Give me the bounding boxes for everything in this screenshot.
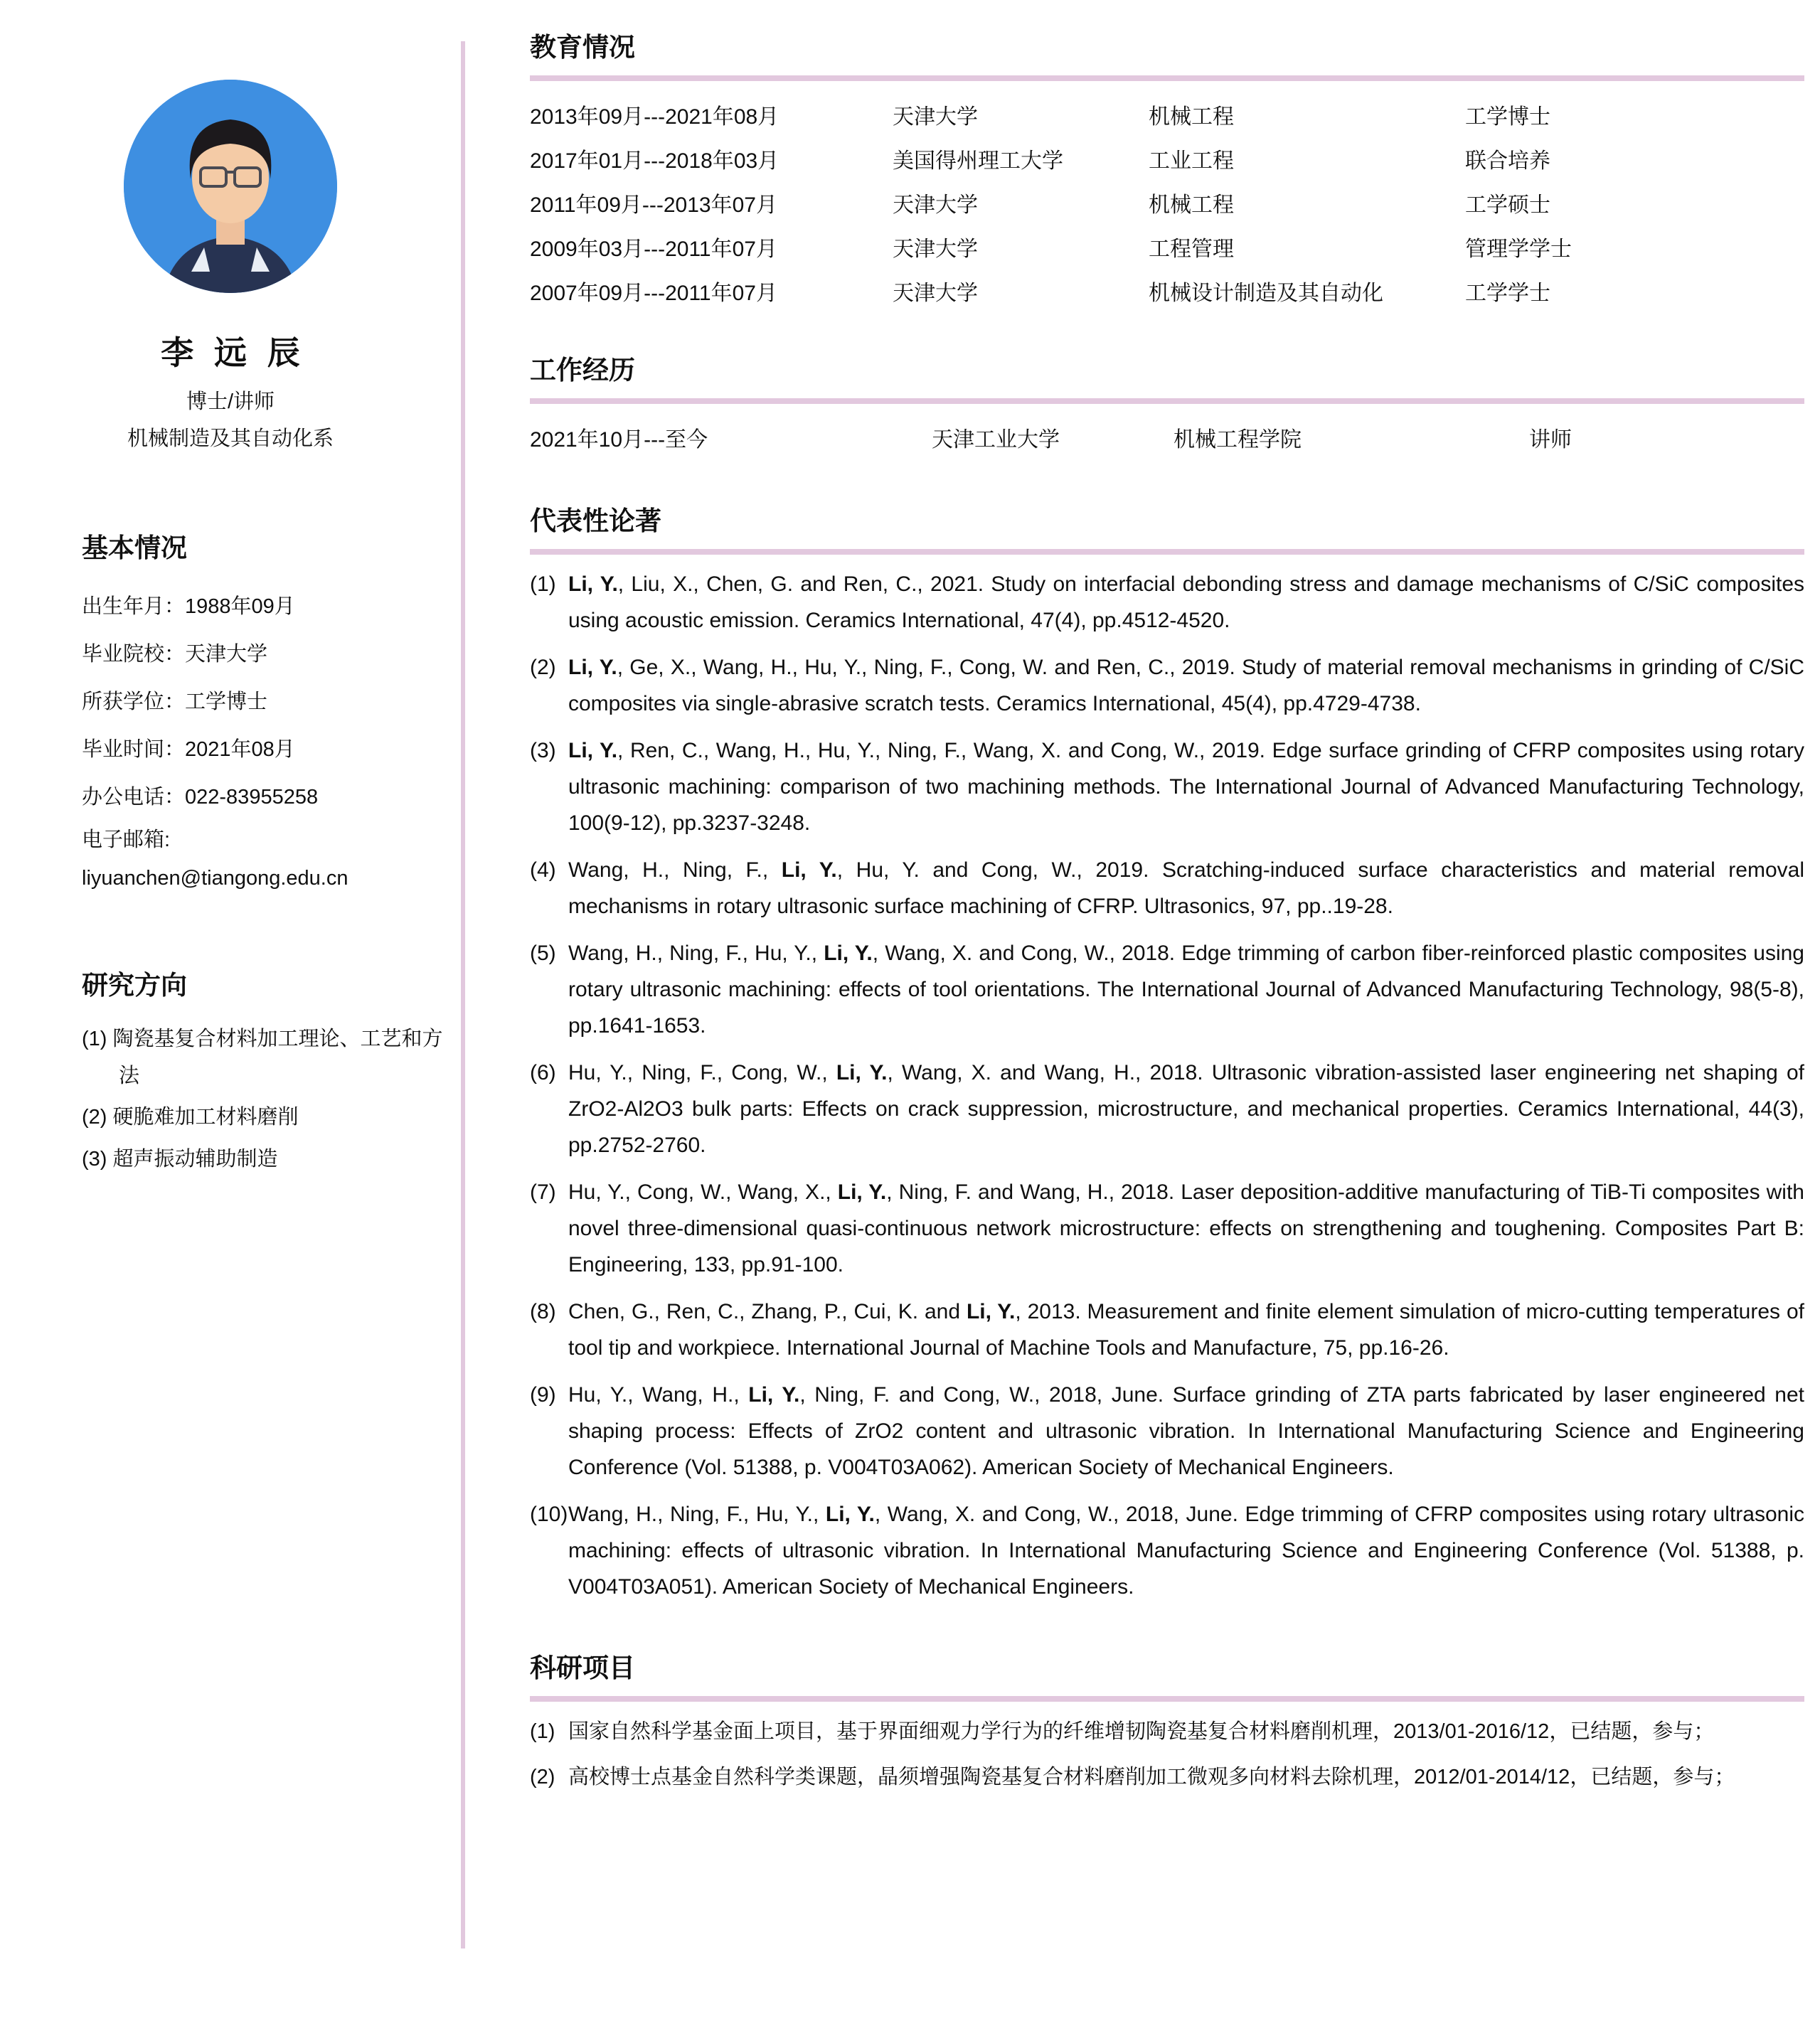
education-period: 2007年09月---2011年07月 xyxy=(530,282,777,305)
publication-number: (7) xyxy=(530,1180,556,1204)
projects-section xyxy=(530,1646,1804,1796)
project-item xyxy=(530,1713,1804,1752)
basic-info-heading: 基本情况 xyxy=(82,533,187,563)
education-degree: 工学学士 xyxy=(1465,282,1550,305)
work-row xyxy=(530,415,1804,459)
basic-info-label: 所获学位： xyxy=(82,691,186,714)
publication-number: (5) xyxy=(530,942,556,965)
publication-author-highlight: Li, Y. xyxy=(836,1061,888,1084)
basic-info-item xyxy=(82,774,461,821)
project-number: (1) xyxy=(530,1720,555,1743)
education-major: 工程管理 xyxy=(1149,238,1234,261)
publication-author-highlight: Li, Y. xyxy=(568,572,618,596)
education-major: 机械工程 xyxy=(1149,193,1234,217)
projects-list xyxy=(530,1713,1804,1796)
profile-department: 机械制造及其自动化系 xyxy=(127,427,334,451)
profile-title: 博士/讲师 xyxy=(186,390,275,413)
project-item xyxy=(530,1759,1804,1797)
education-major: 机械工程 xyxy=(1149,105,1234,129)
item-number: (3) xyxy=(82,1147,113,1171)
education-degree: 工学硕士 xyxy=(1465,193,1550,217)
publication-item: (2) Li, Y., Ge, X., Wang, H., Hu, Y., Ning, F., Cong, W. and Ren, C., 2019. Study of material removal mechanisms in grinding of C/SiC composites via single-abrasive scratch tests. Ceramics International, 45(4), pp.4729-4738. xyxy=(530,649,1804,722)
publication-item: (6) Hu, Y., Ning, F., Cong, W., Li, Y., Wang, X. and Wang, H., 2018. Ultrasonic vibration-assisted laser engineering net shaping of ZrO2-Al2O3 bulk parts: Effects on crack suppression, microstructure, and mechanical properties. Ceramics International, 44(3), pp.2752-2760. xyxy=(530,1055,1804,1163)
education-school: 天津大学 xyxy=(893,238,978,261)
work-heading: 工作经历 xyxy=(530,356,635,385)
publication-number: (8) xyxy=(530,1300,556,1323)
education-row xyxy=(530,181,1804,225)
publication-item: (5) Wang, H., Ning, F., Hu, Y., Li, Y., Wang, X. and Cong, W., 2018. Edge trimming of carbon fiber-reinforced plastic composites using rotary ultrasonic machining: effects of tool orientations. The International Journal of Advanced Manufacturing Technology, 98(5-8), pp.1641-1653. xyxy=(530,935,1804,1044)
publication-number: (9) xyxy=(530,1383,556,1407)
publication-author-highlight: Li, Y. xyxy=(568,739,618,762)
publication-author-highlight: Li, Y. xyxy=(966,1300,1016,1323)
basic-info-label: 办公电话： xyxy=(82,786,186,809)
publication-number: (6) xyxy=(530,1061,556,1084)
education-period: 2017年01月---2018年03月 xyxy=(530,149,779,173)
publication-author-highlight: Li, Y. xyxy=(825,1503,875,1526)
education-degree: 管理学学士 xyxy=(1465,238,1572,261)
publication-number: (4) xyxy=(530,858,556,882)
education-row xyxy=(530,92,1804,137)
basic-info-label: 毕业时间： xyxy=(82,738,186,762)
education-heading: 教育情况 xyxy=(530,33,635,62)
publication-item: (8) Chen, G., Ren, C., Zhang, P., Cui, K. and Li, Y., 2013. Measurement and finite element simulation of micro-cutting temperatures of tool tip and workpiece. International Journal of Machine Tools and Manufacture, 75, pp.16-26. xyxy=(530,1294,1804,1366)
education-rows xyxy=(530,92,1804,313)
work-period: 2021年10月---至今 xyxy=(530,428,708,452)
basic-info-value: 工学博士 xyxy=(185,691,268,714)
education-row xyxy=(530,269,1804,313)
publication-item: (7) Hu, Y., Cong, W., Wang, X., Li, Y., Ning, F. and Wang, H., 2018. Laser deposition-additive manufacturing of TiB-Ti composites with novel three-dimensional quasi-continuous network microstructure: effects on strengthening and toughening. Composites Part B: Engineering, 133, pp.91-100. xyxy=(530,1174,1804,1283)
education-period: 2009年03月---2011年07月 xyxy=(530,238,777,261)
education-major: 机械设计制造及其自动化 xyxy=(1149,282,1383,305)
education-major: 工业工程 xyxy=(1149,149,1234,173)
publication-item: (1) Li, Y., Liu, X., Chen, G. and Ren, C., 2021. Study on interfacial debonding stress and damage mechanisms of C/SiC composites using acoustic emission. Ceramics International, 47(4), pp.4512-4520. xyxy=(530,566,1804,639)
item-number: (1) xyxy=(82,1028,113,1051)
basic-info-value: 022-83955258 xyxy=(185,786,319,809)
work-heading-rule xyxy=(530,398,1804,404)
publication-number: (10) xyxy=(530,1503,568,1526)
publications-list xyxy=(530,566,1804,1605)
publications-heading: 代表性论著 xyxy=(530,506,661,535)
education-school: 天津大学 xyxy=(893,193,978,217)
publication-author-highlight: Li, Y. xyxy=(824,942,873,965)
basic-info-item xyxy=(82,583,461,631)
education-heading-rule xyxy=(530,75,1804,81)
basic-info-label: 出生年月： xyxy=(82,595,186,619)
basic-info-label: 毕业院校： xyxy=(82,643,186,666)
item-text: 超声振动辅助制造 xyxy=(112,1147,278,1171)
main-content xyxy=(530,0,1804,1803)
education-row xyxy=(530,225,1804,269)
item-number: (2) xyxy=(82,1106,113,1129)
project-text: 高校博士点基金自然科学类课题，晶须增强陶瓷基复合材料磨削加工微观多向材料去除机理，2012/01-2014/12，已结题，参与； xyxy=(568,1765,1735,1788)
project-text: 国家自然科学基金面上项目，基于界面细观力学行为的纤维增韧陶瓷基复合材料磨削机理，2013/01-2016/12，已结题，参与； xyxy=(568,1720,1715,1743)
work-org: 机械工程学院 xyxy=(1174,428,1302,452)
basic-info-item xyxy=(82,678,461,726)
publication-number: (1) xyxy=(530,572,556,596)
email-label: 电子邮箱: xyxy=(82,828,171,852)
research-directions-heading: 研究方向 xyxy=(82,971,187,1001)
projects-heading-rule xyxy=(530,1696,1804,1702)
education-section xyxy=(530,26,1804,313)
work-rows xyxy=(530,415,1804,459)
education-degree: 联合培养 xyxy=(1465,149,1550,173)
vertical-divider xyxy=(461,41,465,1948)
publication-author-highlight: Li, Y. xyxy=(781,858,837,882)
publication-item: (10) Wang, H., Ning, F., Hu, Y., Li, Y., Wang, X. and Cong, W., 2018, June. Edge trimming of CFRP composites using rotary ultrasonic machining: effects of ultrasonic vibration. In International Manufacturing Science and Engineering Conference (Vol. 51388, p. V004T03A051). American Society of Mechanical Engineers. xyxy=(530,1496,1804,1605)
work-school: 天津工业大学 xyxy=(932,428,1060,452)
publication-number: (2) xyxy=(530,656,556,679)
basic-info-item xyxy=(82,631,461,678)
email-value: liyuanchen@tiangong.edu.cn xyxy=(82,867,348,890)
research-direction-item xyxy=(82,1020,448,1094)
work-section xyxy=(530,348,1804,459)
basic-info-value: 1988年09月 xyxy=(185,595,295,619)
profile-name: 李 远 辰 xyxy=(161,334,306,371)
publication-author-highlight: Li, Y. xyxy=(748,1383,800,1407)
item-text: 硬脆难加工材料磨削 xyxy=(112,1106,299,1129)
publication-author-highlight: Li, Y. xyxy=(837,1180,887,1204)
education-row xyxy=(530,137,1804,181)
research-directions-list xyxy=(82,1020,448,1178)
publication-item: (3) Li, Y., Ren, C., Wang, H., Hu, Y., Ning, F., Wang, X. and Cong, W., 2019. Edge surface grinding of CFRP composites using rotary ultrasonic machining: comparison of two machining methods. The International Journal of Advanced Manufacturing Technology, 100(9-12), pp.3237-3248. xyxy=(530,732,1804,841)
projects-heading: 科研项目 xyxy=(530,1653,635,1683)
research-direction-item xyxy=(82,1141,448,1178)
item-text: 陶瓷基复合材料加工理论、工艺和方法 xyxy=(112,1028,443,1088)
work-title: 讲师 xyxy=(1529,428,1572,452)
education-school: 天津大学 xyxy=(893,282,978,305)
research-direction-item xyxy=(82,1099,448,1136)
education-period: 2013年09月---2021年08月 xyxy=(530,105,779,129)
publication-author-highlight: Li, Y. xyxy=(568,656,617,679)
person-silhouette-icon xyxy=(124,80,337,293)
profile-photo xyxy=(124,80,337,293)
basic-info-list xyxy=(82,583,461,821)
education-period: 2011年09月---2013年07月 xyxy=(530,193,777,217)
basic-info-value: 天津大学 xyxy=(185,643,268,666)
publications-section xyxy=(530,499,1804,1605)
project-number: (2) xyxy=(530,1765,555,1788)
publications-heading-rule xyxy=(530,549,1804,555)
basic-info-item xyxy=(82,726,461,774)
publication-item: (9) Hu, Y., Wang, H., Li, Y., Ning, F. and Cong, W., 2018, June. Surface grinding of ZTA parts fabricated by laser engineered net shaping process: Effects of ZrO2 content and ultrasonic vibration. In International Manufacturing Science and Engineering Conference (Vol. 51388, p. V004T03A062). American Society of Mechanical Engineers. xyxy=(530,1377,1804,1486)
basic-info-value: 2021年08月 xyxy=(185,738,295,762)
publication-number: (3) xyxy=(530,739,556,762)
education-school: 美国得州理工大学 xyxy=(893,149,1063,173)
education-school: 天津大学 xyxy=(893,105,978,129)
education-degree: 工学博士 xyxy=(1465,105,1550,129)
publication-item: (4) Wang, H., Ning, F., Li, Y., Hu, Y. and Cong, W., 2019. Scratching-induced surface characteristics and material removal mechanisms in rotary ultrasonic surface machining of CFRP. Ultrasonics, 97, pp..19-28. xyxy=(530,852,1804,924)
sidebar xyxy=(0,0,461,1182)
